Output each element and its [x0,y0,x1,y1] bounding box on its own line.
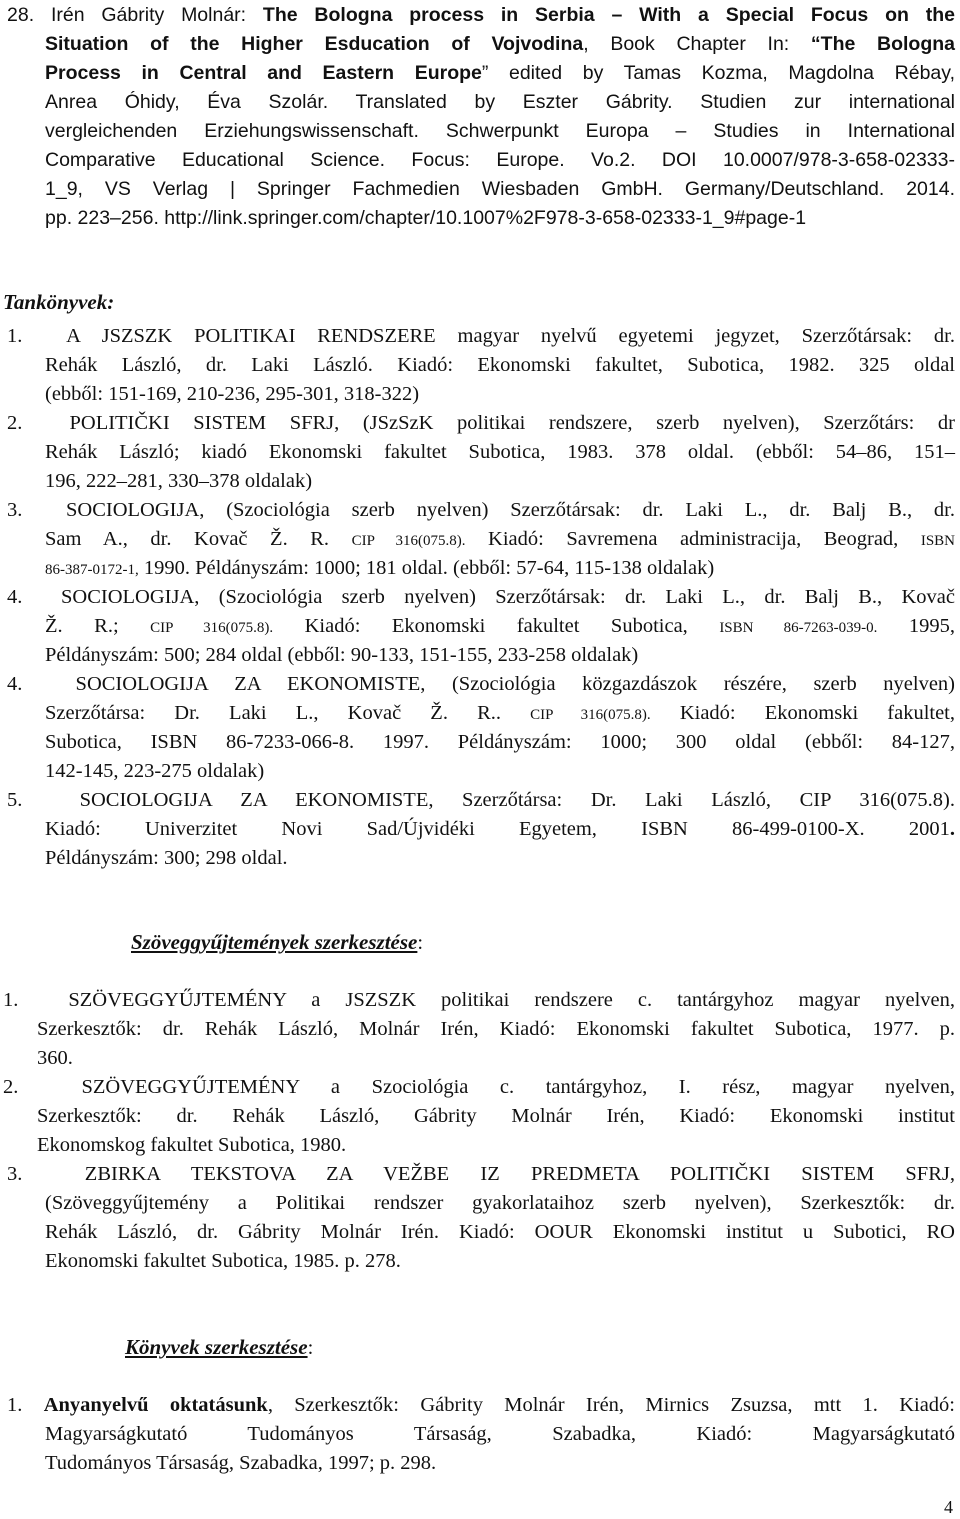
page-number: 4 [944,1497,953,1517]
list-item: 2. SZÖVEGGYŰJTEMÉNY a Szociológia c. tantárgyhoz, I. rész, magyar nyelven, [3,1076,955,1098]
entry-author: Irén Gábrity Molnár: [50,4,263,26]
list-item: 1. SZÖVEGGYŰJTEMÉNY a JSZSZK politikai rendszere c. tantárgyhoz magyar nyelven, [3,989,955,1011]
list-item: 2. POLITIČKI SISTEM SFRJ, (JSzSzK politikai rendszere, szerb nyelven), Szerzőtárs: dr [7,412,955,434]
list-item: 4. SOCIOLOGIJA ZA EKONOMISTE, (Szociológia közgazdászok részére, szerb nyelven) [7,673,955,695]
list-item: 1. A JSZSZK POLITIKAI RENDSZERE magyar nyelvű egyetemi jegyzet, Szerzőtársak: dr. [7,325,955,347]
section-heading-textbooks: Tankönyvek: [3,290,115,314]
list-item: 4. SOCIOLOGIJA, (Szociológia szerb nyelven) Szerzőtársak: dr. Laki L., dr. Balj B., Kovač [7,586,955,608]
list-item: 3. ZBIRKA TEKSTOVA ZA VEŽBE IZ PREDMETA POLITIČKI SISTEM SFRJ, [7,1163,955,1185]
section-heading-readers: Szöveggyűjtemények szerkesztése: [131,930,424,954]
list-item: 1. Anyanyelvű oktatásunk, Szerkesztők: Gábrity Molnár Irén, Mirnics Zsuzsa, mtt 1. Kiadó: [7,1394,955,1416]
section-heading-books: Könyvek szerkesztése: [125,1335,314,1359]
list-item: 3. SOCIOLOGIJA, (Szociológia szerb nyelven) Szerzőtársak: dr. Laki L., dr. Balj B., dr. [7,499,955,521]
springer-link[interactable]: http://link.springer.com/chapter/10.1007%2F978-3-658-02333-1_9#page-1 [164,207,807,229]
document-page: 28. Irén Gábrity Molnár: The Bologna process in Serbia – With a Special Focus on the Situation of the Higher Esducation of Vojvodina, Book Chapter In: “The Bologna Process in Central and Eastern Europe” edited by Tamas Kozma, Magdolna Rébay, Anrea Óhidy, Éva Szolár. Translated by Eszter Gábrity. Studien zur international vergleichenden Erziehungswissenschaft. Schwerpunkt Europa – Studies in International Comparative Educational Science. Focus: Europe. Vo.2. DOI 10.0007/978-3-658-02333- 1_9, VS Verlag | Springer Fachmedien Wiesbaden GmbH. Germany/Deutschland. 2014. pp. 223–256. http://link.springer.com/chapter/10.1007%2F978-3-658-02333-1_9#page-1 Tankönyvek: 1. A JSZSZK POLITIKAI RENDSZERE magyar nyelvű egyetemi jegyzet, Szerzőtársak: dr. Rehák László, dr. Laki László. Kiadó: Ekonomski fakultet, Subotica, 1982. 325 oldal (ebből: 151-169, 210-236, 295-301, 318-322) 2. POLITIČKI SISTEM SFRJ, (JSzSzK politikai rendszere, szerb nyelven), Szerzőtárs: dr Rehák László; kiadó Ekonomski fakultet Subotica, 1983. 378 oldal. (ebből: 54–86, 151– 196, 222–281, 330–378 oldalak) 3. SOCIOLOGIJA, (Szociológia szerb nyelven) Szerzőtársak: dr. Laki L., dr. Balj B., dr. Sam A., dr. Kovač Ž. R. CIP 316(075.8). Kiadó: Savremena administracija, Beograd, ISBN 86-387-0172-1, 1990. Példányszám: 1000; 181 oldal. (ebből: 57-64, 115-138 oldalak) 4. SOCIOLOGIJA, (Szociológia szerb nyelven) Szerzőtársak: dr. Laki L., dr. Balj B., Kovač Ž. R.; CIP 316(075.8). Kiadó: Ekonomski fakultet Subotica, ISBN 86-7263-039-0. 1995, Példányszám: 500; 284 oldal (ebből: 90-133, 151-155, 233-258 oldalak) 4. SOCIOLOGIJA ZA EKONOMISTE, (Szociológia közgazdászok részére, szerb nyelven) Szerzőtársa: Dr. Laki L., Kovač Ž. R.. CIP 316(075.8). Kiadó: Ekonomski fakultet, Subotica, ISBN 86-7233-066-8. 1997. Példányszám: 1000; 300 oldal (ebből: 84-127, 142-145, 223-275 oldalak) 5. SOCIOLOGIJA ZA EKONOMISTE, Szerzőtársa: Dr. Laki László, CIP 316(075.8). Kiadó: Univerzitet Novi Sad/Újvidéki Egyetem, ISBN 86-499-0100-X. 2001. Példányszám: 300; 298 oldal. Szöveggyűjtemények szerkesztése: 1. SZÖVEGGYŰJTEMÉNY a JSZSZK politikai rendszere c. tantárgyhoz magyar nyelven, Szerkesztők: dr. Rehák László, Molnár Irén, Kiadó: Ekonomski fakultet Subotica, 1977. p. 360. 2. SZÖVEGGYŰJTEMÉNY a Szociológia c. tantárgyhoz, I. rész, magyar nyelven, Szerkesztők: dr. Rehák László, Gábrity Molnár Irén, Kiadó: Ekonomski institut Ekonomskog fakultet Subotica, 1980. 3. ZBIRKA TEKSTOVA ZA VEŽBE IZ PREDMETA POLITIČKI SISTEM SFRJ, (Szöveggyűjtemény a Politikai rendszer gyakorlataihoz szerb nyelven), Szerkesztők: dr. Rehák László, dr. Gábrity Molnár Irén. Kiadó: OOUR Ekonomski institut u Subotici, RO Ekonomski fakultet Subotica, 1985. p. 278. Könyvek szerkesztése: 1. Anyanyelvű oktatásunk, Szerkesztők: Gábrity Molnár Irén, Mirnics Zsuzsa, mtt 1. Kiadó: Magyarságkutató Tudományos Társaság, Szabadka, Kiadó: Magyarságkutató Tudományos Társaság, Szabadka, 1997; p. 298. 4 [0,0,960,1519]
list-item: 5. SOCIOLOGIJA ZA EKONOMISTE, Szerzőtársa: Dr. Laki László, CIP 316(075.8). [7,789,955,811]
entry-number: 28. [7,4,35,26]
entry-title-part-1: The Bologna process in Serbia – With a Special Focus on the [262,4,955,26]
